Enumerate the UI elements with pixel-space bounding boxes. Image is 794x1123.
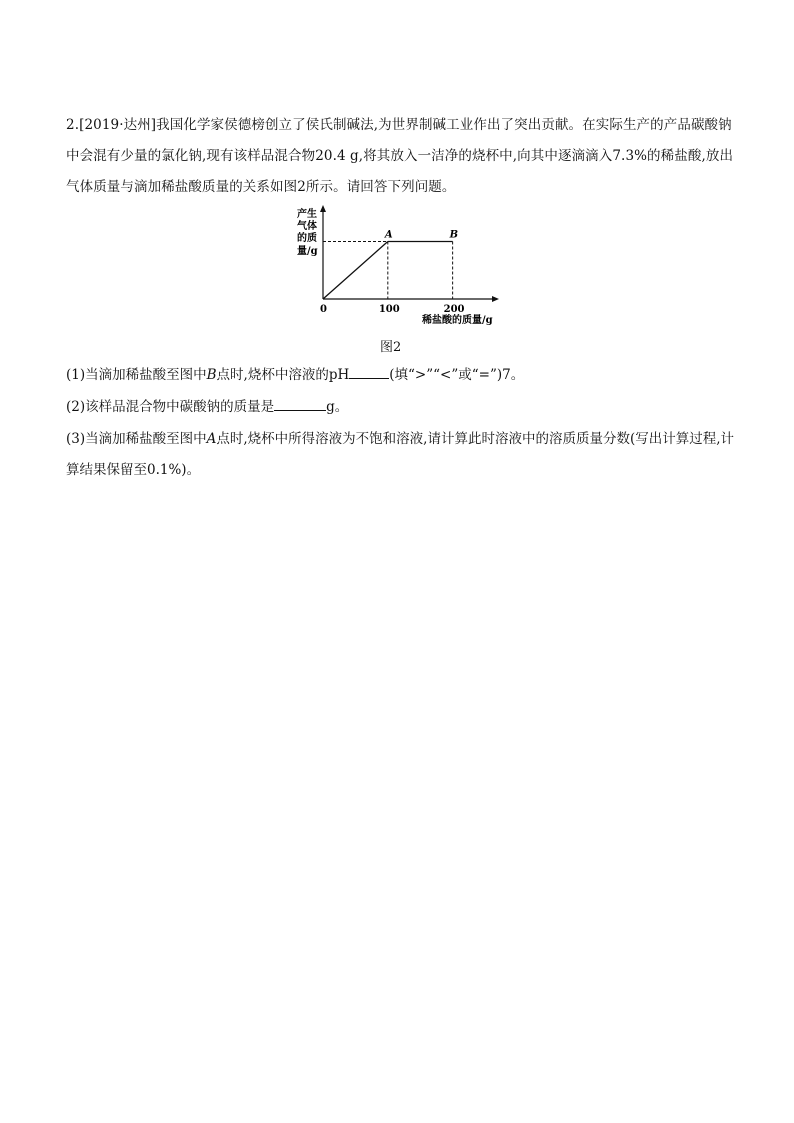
problem-intro: 2.[2019·达州]我国化学家侯德榜创立了侯氏制碱法,为世界制碱工业作出了突出贡献。在实际生产的产品碳酸钠中会混有少量的氯化钠,现有该样品混合物20.4 g,将其放入一洁净的烧杯中,向其中逐滴滴入7.3%的稀盐酸,放出气体质量与滴加稀盐酸质量的关系如图2所示。请回答下列问题。 — [66, 117, 734, 195]
ylabel-line-4: 量/g — [297, 246, 318, 257]
ylabel-line-1: 产生 — [297, 209, 317, 220]
q1-text-a: (1)当滴加稀盐酸至图中 — [66, 367, 207, 383]
chart-figure — [290, 205, 510, 335]
q1-point-label: B — [206, 367, 217, 383]
x-tick-label-200: 200 — [443, 304, 465, 315]
q2-text-a: (2)该样品混合物中碳酸钠的质量是 — [66, 399, 275, 415]
x-tick-label-0: 0 — [320, 304, 327, 315]
ylabel-line-2: 气体 — [297, 221, 317, 232]
q2-text-b: g。 — [326, 399, 349, 415]
x-tick-label-100: 100 — [378, 304, 400, 315]
question-1 — [66, 360, 734, 391]
question-2 — [66, 392, 734, 423]
q1-answer-blank[interactable] — [349, 364, 389, 379]
xlabel: 稀盐酸的质量/g — [422, 315, 493, 326]
q1-text-b: 点时,烧杯中溶液的pH — [216, 367, 350, 383]
x-axis-arrow — [492, 296, 499, 302]
series-line-rise — [323, 242, 388, 300]
q3-point-label: A — [206, 431, 217, 447]
point-label-B: B — [449, 229, 459, 241]
q3-text-b: 点时,烧杯中所得溶液为不饱和溶液,请计算此时溶液中的溶质质量分数(写出计算过程,计算结果保留至0.1%)。 — [66, 431, 735, 478]
q3-text-a: (3)当滴加稀盐酸至图中 — [66, 431, 207, 447]
question-3 — [66, 424, 734, 486]
q1-text-c: (填“>”“<”或“=”)7。 — [389, 367, 525, 383]
y-axis-arrow — [320, 205, 326, 212]
figure-caption: 图2 — [380, 340, 402, 355]
ylabel-line-3: 的质 — [297, 233, 317, 244]
point-label-A: A — [384, 229, 393, 241]
q2-answer-blank[interactable] — [274, 396, 326, 411]
